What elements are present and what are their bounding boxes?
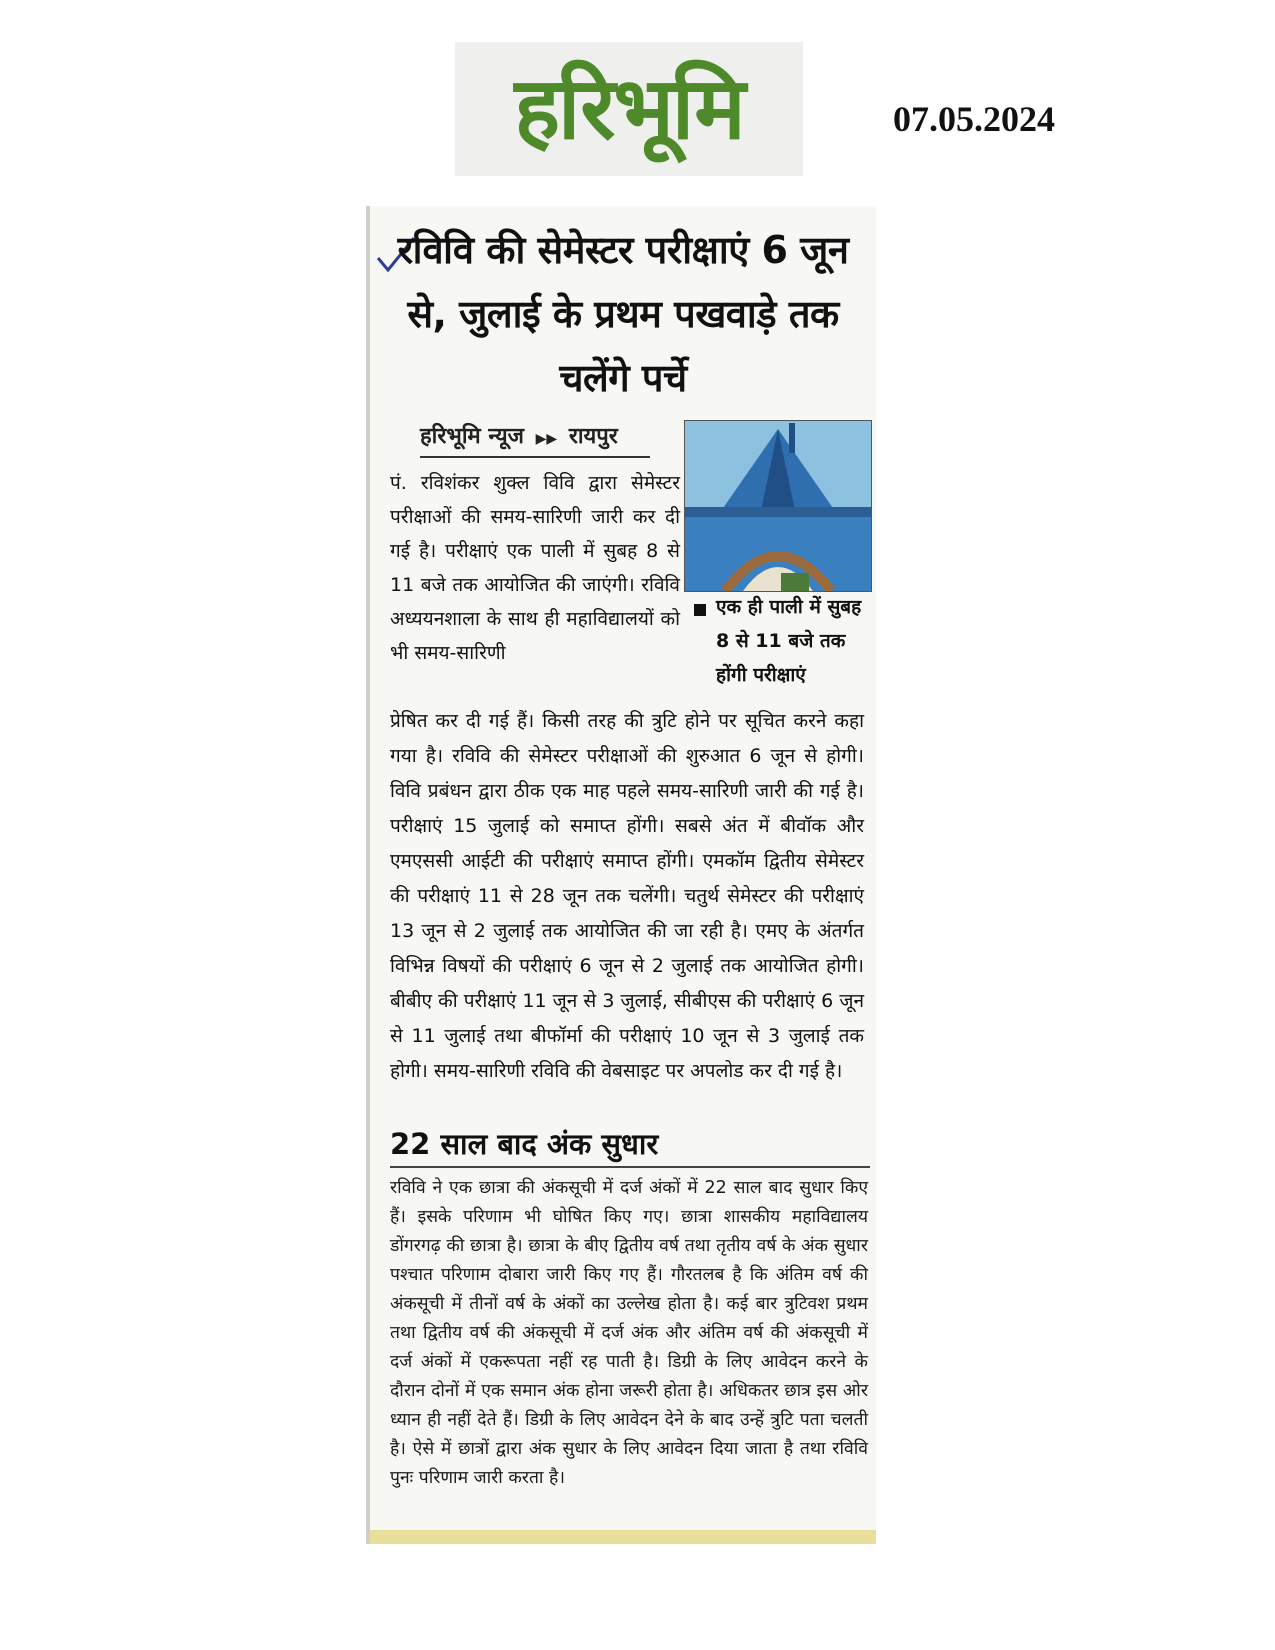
building-illustration [685, 421, 871, 591]
caption-bullet [694, 604, 706, 616]
lead-paragraph: पं. रविशंकर शुक्ल विवि द्वारा सेमेस्टर परीक्षाओं की समय-सारिणी जारी कर दी गई है। परीक्षाएं एक पाली में सुबह 8 से 11 बजे तक आयोजित की जाएंगी। रविवि अध्ययनशाला के साथ ही महाविद्यालयों को भी समय-सारिणी [390, 472, 680, 664]
second-paragraph: रविवि ने एक छात्रा की अंकसूची में दर्ज अंकों में 22 साल बाद सुधार किए हैं। इसके परिणाम भी घोषित किए गए। छात्रा शासकीय महाविद्यालय डोंगरगढ़ की छात्रा है। छात्रा के बीए द्वितीय वर्ष तथा तृतीय वर्ष के अंक सुधार पश्चात परिणाम दोबारा जारी किए गए हैं। गौरतलब है कि अंतिम वर्ष की अंकसूची में तीनों वर्ष के अंकों का उल्लेख होता है। कई बार त्रुटिवश प्रथम तथा द्वितीय वर्ष की अंकसूची में दर्ज अंक और अंतिम वर्ष की अंकसूची में दर्ज अंकों में एकरूपता नहीं रह पाती है। डिग्री के लिए आवेदन करने के दौरान दोनों में एक समान अंक होना जरूरी होता है। अधिकतर छात्र इस ओर ध्यान ही नहीं देते हैं। डिग्री के लिए आवेदन देने के बाद उन्हें त्रुटि पता चलती है। ऐसे में छात्रों द्वारा अंक सुधार के लिए आवेदन दिया जाता है तथा रविवि पुनः परिणाम जारी करता है। [390, 1178, 868, 1488]
photo-caption: एक ही पाली में सुबह 8 से 11 बजे तक होंगी परीक्षाएं [716, 596, 862, 686]
byline-source: हरिभूमि न्यूज [420, 424, 524, 449]
byline-city: रायपुर [568, 424, 618, 449]
logo-text: हरिभूमि [514, 59, 744, 159]
byline-separator: ▶▶ [535, 431, 558, 447]
publication-date: 07.05.2024 [893, 99, 1055, 139]
university-gate-photo [684, 420, 872, 592]
subheading: 22 साल बाद अंक सुधार [390, 1127, 659, 1161]
byline [420, 420, 650, 458]
clipping-bottom-edge [370, 1530, 876, 1544]
article-headline: रविवि की सेमेस्टर परीक्षाएं 6 जून से, जुलाई के प्रथम पखवाड़े तक चलेंगे पर्चे [397, 228, 849, 400]
news-clipping [366, 206, 876, 1544]
subheading-rule [390, 1166, 870, 1168]
continued-paragraph: प्रेषित कर दी गई हैं। किसी तरह की त्रुटि होने पर सूचित करने कहा गया है। रविवि की सेमेस्टर परीक्षाओं की शुरुआत 6 जून से होगी। विवि प्रबंधन द्वारा ठीक एक माह पहले समय-सारिणी जारी की गई है। परीक्षाएं 15 जुलाई को समाप्त होंगी। सबसे अंत में बीवॉक और एमएससी आईटी की परीक्षाएं समाप्त होंगी। एमकॉम द्वितीय सेमेस्टर की परीक्षाएं 11 से 28 जून तक चलेंगी। चतुर्थ सेमेस्टर की परीक्षाएं 13 जून से 2 जुलाई तक आयोजित की जा रही है। एमए के अंतर्गत विभिन्न विषयों की परीक्षाएं 6 जून से 2 जुलाई तक आयोजित होगी। बीबीए की परीक्षाएं 11 जून से 3 जुलाई, सीबीएस की परीक्षाएं 6 जून से 11 जुलाई तथा बीफॉर्मा की परीक्षाएं 10 जून से 3 जुलाई तक होगी। समय-सारिणी रविवि की वेबसाइट पर अपलोड कर दी गई है। [390, 710, 864, 1082]
masthead-logo [455, 42, 803, 176]
